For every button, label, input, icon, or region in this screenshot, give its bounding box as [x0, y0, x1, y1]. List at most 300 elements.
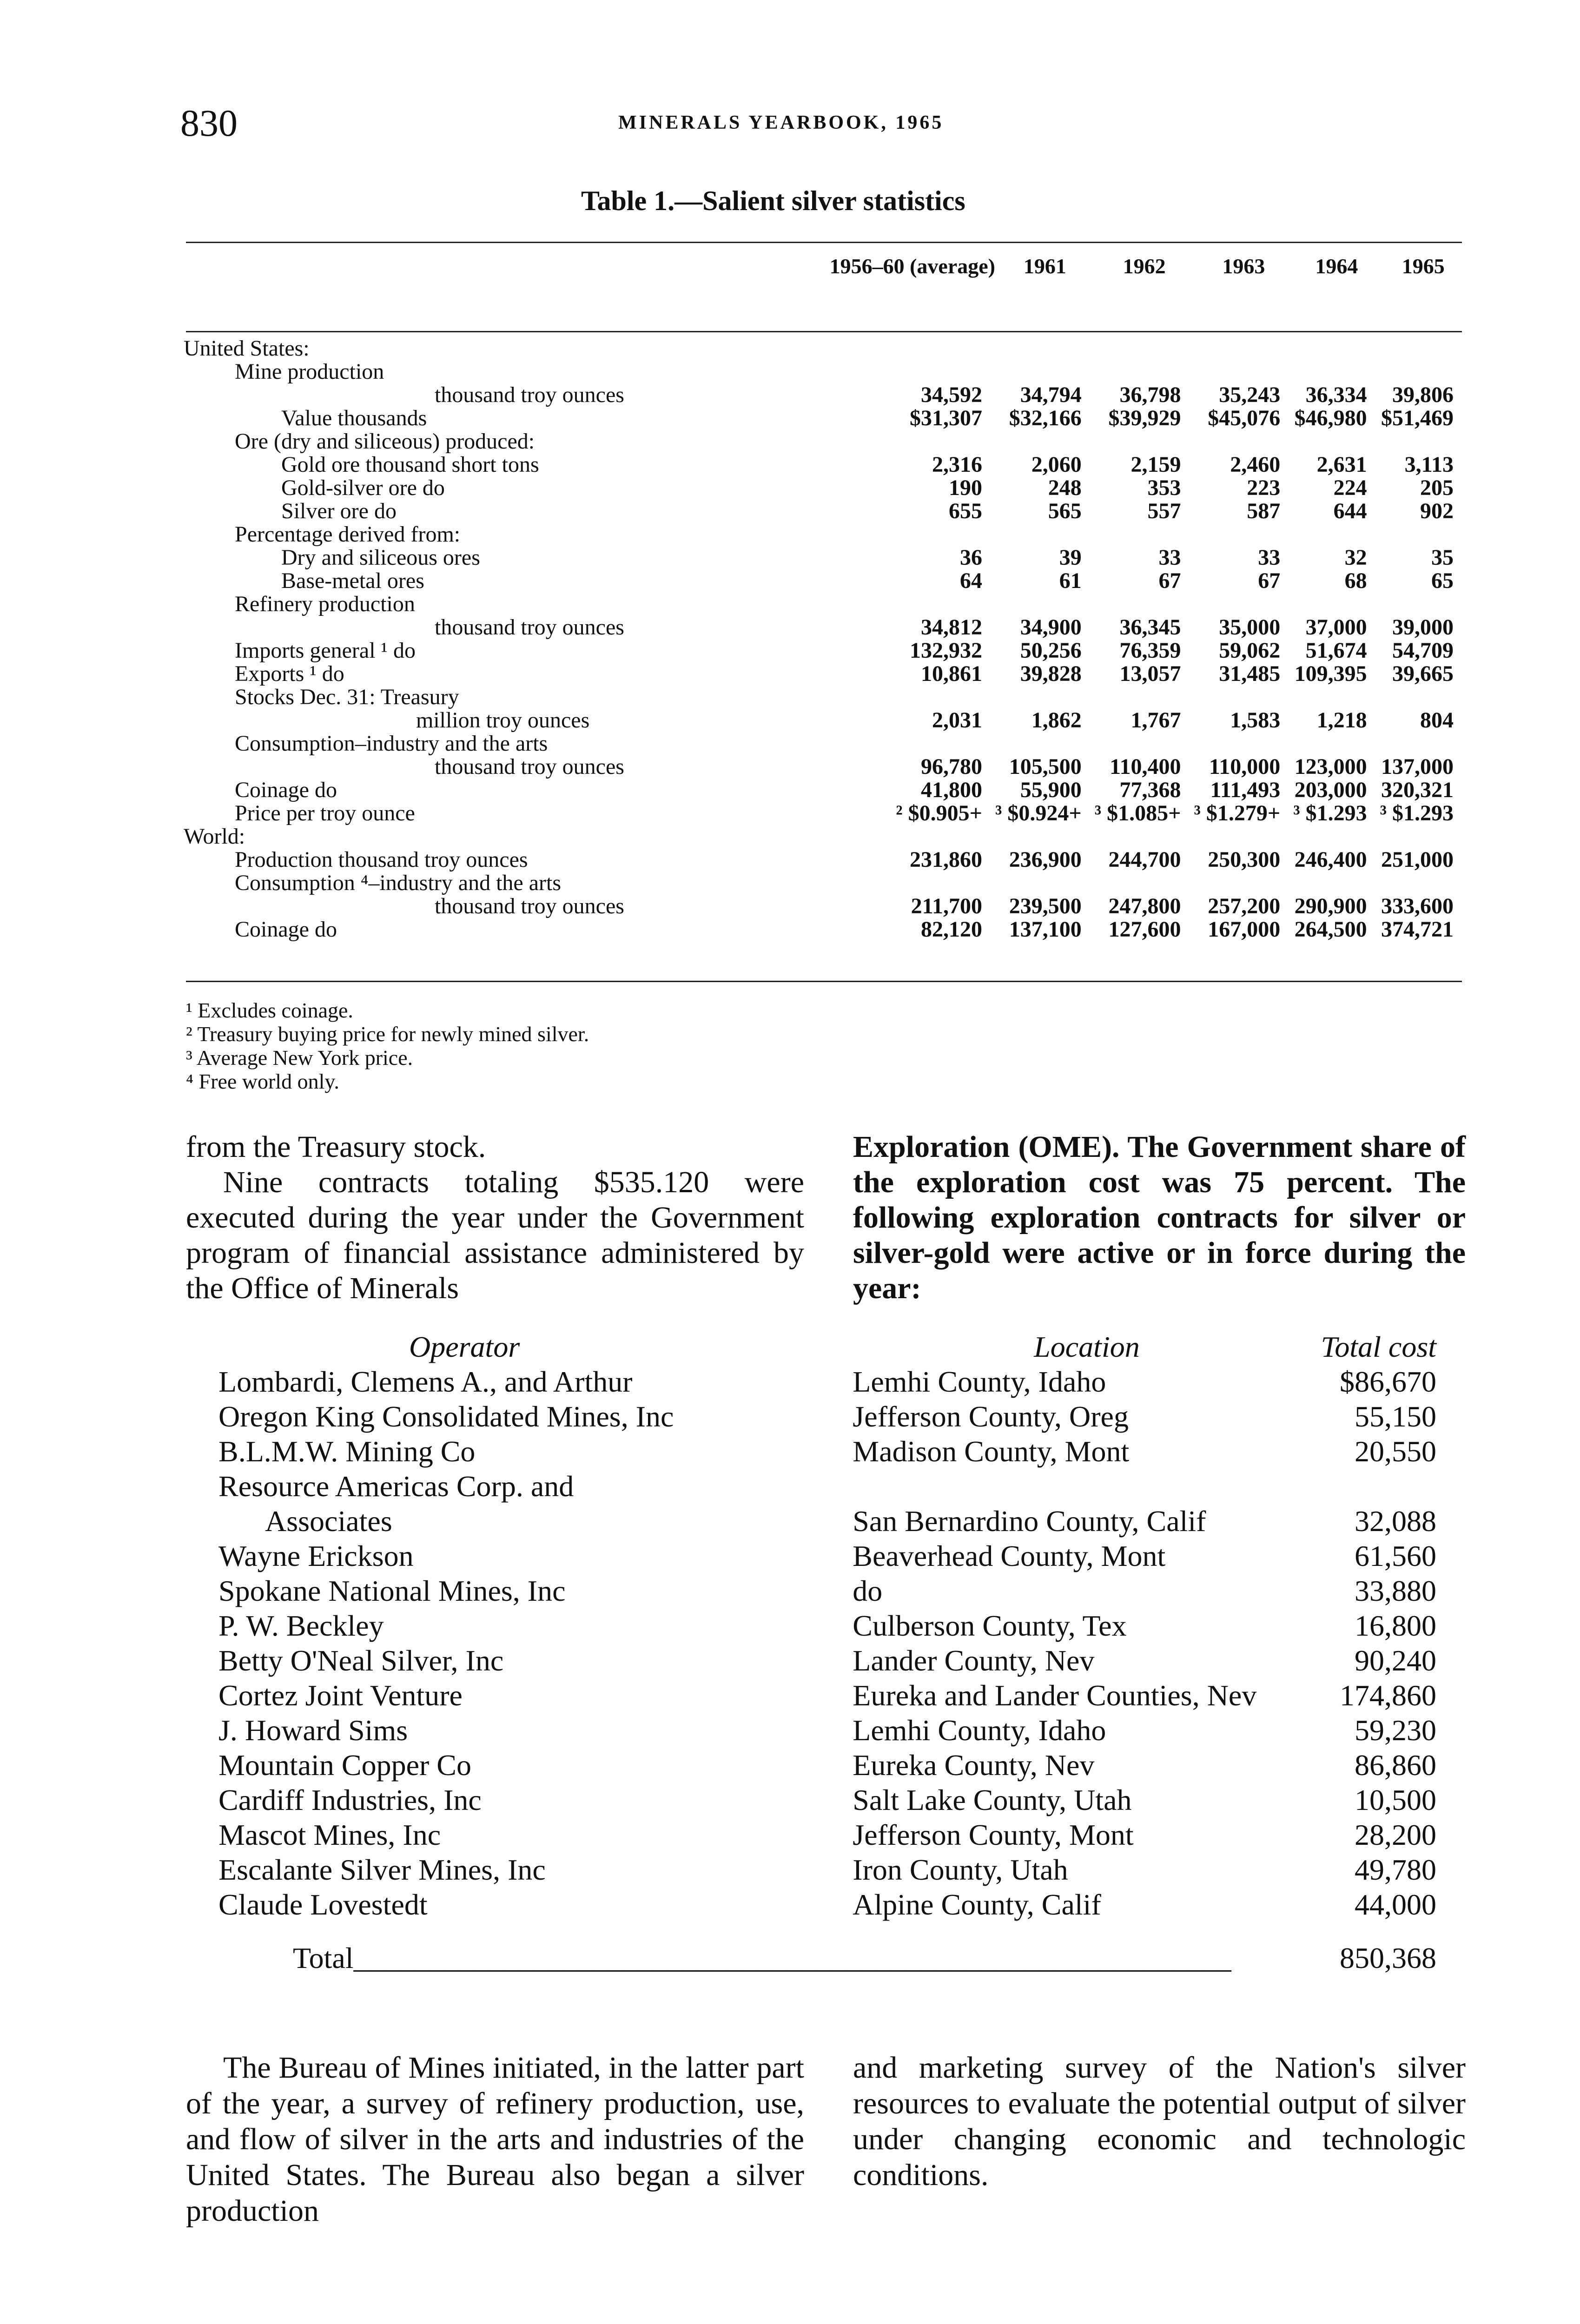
table-bottom-rule [186, 981, 1462, 982]
value-cell [1380, 430, 1467, 453]
value-cell: 190 [948, 475, 982, 500]
value-cell: 39,000 [1392, 615, 1454, 640]
value-cell: 203,000 [1294, 778, 1367, 802]
location-cell: Iron County, Utah [853, 1853, 1068, 1886]
value-cell: 3,113 [1404, 452, 1454, 477]
table-row [184, 872, 1467, 895]
value-cell: 2,060 [1031, 452, 1082, 477]
row-label: United States: [184, 336, 310, 361]
value-cell: 105,500 [1009, 754, 1082, 779]
value-cell: 211,700 [911, 894, 982, 918]
value-cell: ³ $1.293 [1380, 801, 1454, 825]
value-cell: 264,500 [1294, 917, 1367, 942]
operator-cell: Claude Lovestedt [218, 1888, 428, 1921]
value-cell: $46,980 [1294, 406, 1367, 430]
value-cell: 36 [959, 545, 982, 570]
value-cell [1095, 360, 1194, 383]
value-cell: 333,600 [1381, 894, 1454, 918]
value-cell [1380, 360, 1467, 383]
value-cell: 353 [1147, 475, 1181, 500]
value-cell [1380, 593, 1467, 616]
table-title: Table 1.—Salient silver statistics [581, 185, 965, 216]
table-row [184, 848, 1467, 872]
value-cell [1380, 337, 1467, 360]
value-cell: 34,794 [1020, 383, 1082, 407]
cost-cell: 55,150 [1355, 1400, 1436, 1433]
salient-silver-table [184, 253, 1467, 941]
value-cell: 902 [1420, 499, 1454, 523]
cost-cell: 16,800 [1355, 1609, 1436, 1642]
cost-cell: 32,088 [1355, 1505, 1436, 1538]
table-row [184, 453, 1467, 476]
paragraph-contracts: Nine contracts totaling $535.120 were executed during the year under the Government program of financial assistance administered by the Office of Minerals [186, 1165, 804, 1305]
value-cell: 247,800 [1108, 894, 1181, 918]
value-cell: 33 [1258, 545, 1281, 570]
row-label: Imports general ¹ do [235, 638, 416, 663]
location-cell: do [853, 1574, 883, 1607]
value-cell [830, 523, 995, 546]
column-header: 1963 [1222, 254, 1265, 278]
table-row [184, 662, 1467, 686]
table-row [184, 476, 1467, 500]
table-row [184, 616, 1467, 639]
operator-cell: Oregon King Consolidated Mines, Inc [218, 1400, 674, 1433]
cost-cell: 20,550 [1355, 1435, 1436, 1468]
paragraph-continuation: from the Treasury stock. [186, 1130, 486, 1164]
value-cell: 34,900 [1020, 615, 1082, 640]
location-cell: Jefferson County, Mont [853, 1818, 1134, 1851]
table-row [184, 895, 1467, 918]
row-label: Dry and siliceous ores [281, 545, 480, 570]
contract-row [218, 1573, 1436, 1608]
value-cell: ³ $1.279+ [1194, 801, 1281, 825]
cost-cell: 90,240 [1355, 1644, 1436, 1677]
value-cell: 50,256 [1020, 638, 1082, 663]
row-label: Stocks Dec. 31: Treasury [235, 685, 459, 709]
operator-cell: Lombardi, Clemens A., and Arthur [218, 1365, 633, 1398]
table-row [184, 755, 1467, 779]
value-cell [1293, 872, 1380, 895]
value-cell: 76,359 [1119, 638, 1181, 663]
value-cell: ³ $1.293 [1293, 801, 1367, 825]
contract-row [218, 1538, 1436, 1573]
value-cell: 77,368 [1119, 778, 1181, 802]
value-cell [830, 337, 995, 360]
value-cell [1194, 686, 1293, 709]
operator-cell: P. W. Beckley [218, 1609, 384, 1642]
value-cell [995, 360, 1095, 383]
value-cell: 96,780 [920, 754, 982, 779]
value-cell: $39,929 [1108, 406, 1181, 430]
table-row [184, 918, 1467, 941]
row-label: Ore (dry and siliceous) produced: [235, 429, 535, 454]
value-cell [1194, 360, 1293, 383]
contracts-header-row [218, 1329, 1436, 1364]
table-row [184, 779, 1467, 802]
location-cell: Lemhi County, Idaho [853, 1365, 1106, 1398]
value-cell [830, 686, 995, 709]
value-cell: $45,076 [1208, 406, 1281, 430]
location-cell: Eureka County, Nev [853, 1749, 1095, 1782]
value-cell [1095, 732, 1194, 755]
row-label: Value thousands [281, 406, 427, 430]
table-footnotes [186, 998, 589, 1093]
cost-cell: 61,560 [1355, 1539, 1436, 1572]
value-cell: 54,709 [1392, 638, 1454, 663]
value-cell: 2,631 [1316, 452, 1367, 477]
value-cell: 248 [1048, 475, 1082, 500]
value-cell [1095, 686, 1194, 709]
value-cell: 35 [1431, 545, 1454, 570]
value-cell [1194, 732, 1293, 755]
value-cell: 205 [1420, 475, 1454, 500]
value-cell [995, 872, 1095, 895]
value-cell: 82,120 [920, 917, 982, 942]
location-cell: San Bernardino County, Calif [853, 1505, 1206, 1538]
contract-row [218, 1748, 1436, 1783]
table-row [184, 546, 1467, 569]
exploration-contracts-table [218, 1329, 1436, 1975]
value-cell [1194, 825, 1293, 848]
table-row [184, 825, 1467, 848]
value-cell: 137,000 [1381, 754, 1454, 779]
contract-row [218, 1678, 1436, 1713]
table-row [184, 569, 1467, 593]
location-cell: Alpine County, Calif [853, 1888, 1101, 1921]
table-row [184, 383, 1467, 407]
table-row [184, 732, 1467, 755]
value-cell: 36,334 [1305, 383, 1367, 407]
footnote: ³ Average New York price. [186, 1046, 413, 1070]
value-cell: ² $0.905+ [896, 801, 982, 825]
page-number: 830 [180, 102, 238, 144]
value-cell: 320,321 [1381, 778, 1454, 802]
cost-cell: 49,780 [1355, 1853, 1436, 1886]
value-cell: 1,767 [1130, 708, 1181, 733]
value-cell: 557 [1147, 499, 1181, 523]
row-label: Gold ore thousand short tons [281, 452, 539, 477]
location-header: Location [1034, 1330, 1140, 1363]
contract-row [218, 1434, 1436, 1469]
contract-row [218, 1783, 1436, 1817]
row-label: Consumption–industry and the arts [235, 731, 548, 756]
row-label: Coinage do [235, 917, 337, 942]
operator-cell: Cortez Joint Venture [218, 1679, 463, 1712]
value-cell [1194, 523, 1293, 546]
value-cell [1380, 872, 1467, 895]
value-cell: 110,000 [1209, 754, 1281, 779]
value-cell: 67 [1158, 568, 1181, 593]
table-row [184, 686, 1467, 709]
value-cell [830, 430, 995, 453]
value-cell [1095, 337, 1194, 360]
value-cell: 13,057 [1119, 661, 1181, 686]
table-row [184, 430, 1467, 453]
table-row [184, 802, 1467, 825]
value-cell: 2,031 [932, 708, 982, 733]
value-cell: 41,800 [920, 778, 982, 802]
value-cell [830, 732, 995, 755]
table-row [184, 709, 1467, 732]
value-cell: 32 [1344, 545, 1367, 570]
value-cell [1293, 360, 1380, 383]
value-cell: 244,700 [1108, 847, 1181, 872]
total-value: 850,368 [1340, 1941, 1436, 1974]
value-cell: 236,900 [1009, 847, 1082, 872]
cost-cell: 59,230 [1355, 1714, 1436, 1747]
operator-cell: Spokane National Mines, Inc [218, 1574, 566, 1607]
value-cell: 59,062 [1219, 638, 1281, 663]
operator-cell: Associates [265, 1505, 392, 1538]
value-cell: 39,828 [1020, 661, 1082, 686]
contracts-total-row [218, 1922, 1436, 1975]
table-header-row [184, 253, 1467, 323]
value-cell: 246,400 [1294, 847, 1367, 872]
value-cell [830, 872, 995, 895]
value-cell [1095, 523, 1194, 546]
value-cell: 31,485 [1219, 661, 1281, 686]
column-header: 1965 [1402, 254, 1445, 278]
location-cell: Madison County, Mont [853, 1435, 1130, 1468]
column-header: 1961 [1023, 254, 1066, 278]
value-cell: 35,243 [1219, 383, 1281, 407]
value-cell: 167,000 [1208, 917, 1281, 942]
value-cell: 110,400 [1110, 754, 1181, 779]
footnote: ² Treasury buying price for newly mined silver. [186, 1022, 589, 1046]
row-label: thousand troy ounces [435, 754, 624, 779]
value-cell: 39,806 [1392, 383, 1454, 407]
running-title: MINERALS YEARBOOK, 1965 [618, 112, 944, 133]
value-cell [830, 825, 995, 848]
table-row [184, 500, 1467, 523]
value-cell: 374,721 [1381, 917, 1454, 942]
value-cell [1293, 430, 1380, 453]
cost-cell: 86,860 [1355, 1749, 1436, 1782]
operator-header: Operator [409, 1330, 520, 1363]
value-cell [995, 337, 1095, 360]
value-cell [1293, 523, 1380, 546]
cost-cell: 174,860 [1340, 1679, 1436, 1712]
contract-row [218, 1852, 1436, 1887]
body-left-column [186, 1129, 804, 1306]
value-cell: 64 [959, 568, 982, 593]
location-cell: Beaverhead County, Mont [853, 1539, 1166, 1572]
location-cell [853, 1469, 1321, 1504]
cost-cell: 33,880 [1355, 1574, 1436, 1607]
cost-cell [1321, 1469, 1436, 1504]
value-cell: ³ $1.085+ [1094, 801, 1181, 825]
total-label: Total___________________________________________________________ [293, 1941, 1231, 1974]
value-cell: $32,166 [1009, 406, 1082, 430]
value-cell [1293, 825, 1380, 848]
value-cell [1380, 825, 1467, 848]
value-cell: 36,345 [1119, 615, 1181, 640]
value-cell [1095, 430, 1194, 453]
operator-cell: Escalante Silver Mines, Inc [218, 1853, 546, 1886]
contracts-body [218, 1364, 1436, 1922]
cost-cell: 10,500 [1355, 1783, 1436, 1816]
value-cell: 123,000 [1294, 754, 1367, 779]
value-cell: 39 [1059, 545, 1082, 570]
value-cell [995, 430, 1095, 453]
value-cell: 587 [1247, 499, 1281, 523]
contract-row [218, 1817, 1436, 1852]
value-cell: 231,860 [909, 847, 982, 872]
table-row [184, 639, 1467, 662]
value-cell: 1,862 [1031, 708, 1082, 733]
column-header: 1962 [1123, 254, 1166, 278]
location-cell: Jefferson County, Oreg [853, 1400, 1129, 1433]
contract-row [218, 1399, 1436, 1434]
operator-cell: Mountain Copper Co [218, 1749, 471, 1782]
value-cell: 36,798 [1119, 383, 1181, 407]
value-cell: 34,812 [920, 615, 982, 640]
location-cell: Eureka and Lander Counties, Nev [853, 1679, 1257, 1712]
row-label: Refinery production [235, 592, 415, 616]
value-cell [1194, 593, 1293, 616]
value-cell [995, 593, 1095, 616]
table-row [184, 407, 1467, 430]
row-label: Production thousand troy ounces [235, 847, 528, 872]
row-label: Percentage derived from: [235, 522, 461, 547]
value-cell: 223 [1247, 475, 1281, 500]
value-cell: 2,159 [1130, 452, 1181, 477]
operator-cell: Wayne Erickson [218, 1539, 414, 1572]
value-cell [995, 825, 1095, 848]
body-right-column: Exploration (OME). The Government share of the exploration cost was 75 percent. The following exploration contracts for silver or silver-gold were active or in force during the year: [853, 1130, 1466, 1305]
row-label: Exports ¹ do [235, 661, 344, 686]
value-cell: 644 [1333, 499, 1367, 523]
value-cell: 1,218 [1316, 708, 1367, 733]
operator-cell: Resource Americas Corp. and [218, 1470, 574, 1503]
row-label: Consumption ⁴–industry and the arts [235, 871, 562, 895]
value-cell: 10,861 [920, 661, 982, 686]
location-cell: Lemhi County, Idaho [853, 1714, 1106, 1747]
contract-row [218, 1608, 1436, 1643]
row-label: thousand troy ounces [435, 383, 624, 407]
value-cell: 55,900 [1020, 778, 1082, 802]
value-cell [1194, 337, 1293, 360]
value-cell: 109,395 [1294, 661, 1367, 686]
cost-cell: $86,670 [1340, 1365, 1436, 1398]
row-label: million troy ounces [416, 708, 590, 733]
row-label: Price per troy ounce [235, 801, 415, 825]
value-cell: 257,200 [1208, 894, 1281, 918]
table-top-rule [186, 242, 1462, 243]
cost-cell: 44,000 [1355, 1888, 1436, 1921]
value-cell: 68 [1344, 568, 1367, 593]
value-cell [995, 523, 1095, 546]
table-row [184, 360, 1467, 383]
contract-row [218, 1504, 1436, 1538]
value-cell: 127,600 [1108, 917, 1181, 942]
row-label: thousand troy ounces [435, 615, 624, 640]
value-cell [1380, 732, 1467, 755]
value-cell [1380, 523, 1467, 546]
value-cell [1194, 872, 1293, 895]
value-cell: $51,469 [1381, 406, 1454, 430]
contract-row [218, 1887, 1436, 1922]
value-cell [830, 593, 995, 616]
operator-cell: J. Howard Sims [218, 1714, 408, 1747]
value-cell: 39,665 [1392, 661, 1454, 686]
row-label: thousand troy ounces [435, 894, 624, 918]
value-cell: 251,000 [1381, 847, 1454, 872]
location-cell: Culberson County, Tex [853, 1609, 1127, 1642]
operator-cell: B.L.M.W. Mining Co [218, 1435, 476, 1468]
column-header: 1956–60 (average) [829, 254, 995, 278]
operator-cell: Cardiff Industries, Inc [218, 1783, 482, 1816]
row-label: Gold-silver ore do [281, 475, 445, 500]
value-cell: $31,307 [909, 406, 982, 430]
value-cell: 2,316 [932, 452, 982, 477]
table-body [184, 337, 1467, 941]
value-cell: 655 [948, 499, 982, 523]
value-cell: 34,592 [920, 383, 982, 407]
value-cell [995, 732, 1095, 755]
value-cell: 51,674 [1305, 638, 1367, 663]
table-row [184, 337, 1467, 360]
value-cell: 111,493 [1210, 778, 1281, 802]
value-cell: 1,583 [1230, 708, 1281, 733]
row-label: Mine production [235, 359, 384, 384]
value-cell [1293, 593, 1380, 616]
value-cell [1095, 872, 1194, 895]
value-cell: 224 [1333, 475, 1367, 500]
value-cell [1194, 430, 1293, 453]
value-cell [1293, 337, 1380, 360]
value-cell: 290,900 [1294, 894, 1367, 918]
contract-row [218, 1643, 1436, 1678]
location-cell: Salt Lake County, Utah [853, 1783, 1132, 1816]
table-row [184, 593, 1467, 616]
contract-row [218, 1713, 1436, 1748]
closing-paragraph-right: and marketing survey of the Nation's silver resources to evaluate the potential output of silver under changing economic and technologic conditions. [853, 2051, 1466, 2192]
value-cell: 2,460 [1230, 452, 1281, 477]
row-label: Coinage do [235, 778, 337, 802]
cost-cell: 28,200 [1355, 1818, 1436, 1851]
value-cell [830, 360, 995, 383]
value-cell: 804 [1420, 708, 1454, 733]
value-cell: 61 [1059, 568, 1082, 593]
value-cell [1095, 593, 1194, 616]
contract-row [218, 1364, 1436, 1399]
operator-cell: Mascot Mines, Inc [218, 1818, 441, 1851]
value-cell: 132,932 [909, 638, 982, 663]
header-label-cell [184, 253, 830, 323]
value-cell [1380, 686, 1467, 709]
cost-header: Total cost [1321, 1330, 1436, 1363]
value-cell: 35,000 [1219, 615, 1281, 640]
value-cell [1293, 686, 1380, 709]
row-label: World: [184, 824, 245, 849]
closing-paragraph-left: The Bureau of Mines initiated, in the latter part of the year, a survey of refinery production, use, and flow of silver in the arts and industries of the United States. The Bureau also began a silver production [186, 2051, 804, 2228]
value-cell: 239,500 [1009, 894, 1082, 918]
value-cell: 67 [1258, 568, 1281, 593]
footnote: ¹ Excludes coinage. [186, 998, 353, 1022]
value-cell: 65 [1431, 568, 1454, 593]
value-cell: 37,000 [1305, 615, 1367, 640]
value-cell: 33 [1158, 545, 1181, 570]
value-cell: 137,100 [1009, 917, 1082, 942]
row-label: Silver ore do [281, 499, 397, 523]
value-cell [1095, 825, 1194, 848]
value-cell [995, 686, 1095, 709]
footnote: ⁴ Free world only. [186, 1070, 339, 1093]
column-header: 1964 [1315, 254, 1358, 278]
row-label: Base-metal ores [281, 568, 424, 593]
contract-row [218, 1469, 1436, 1504]
